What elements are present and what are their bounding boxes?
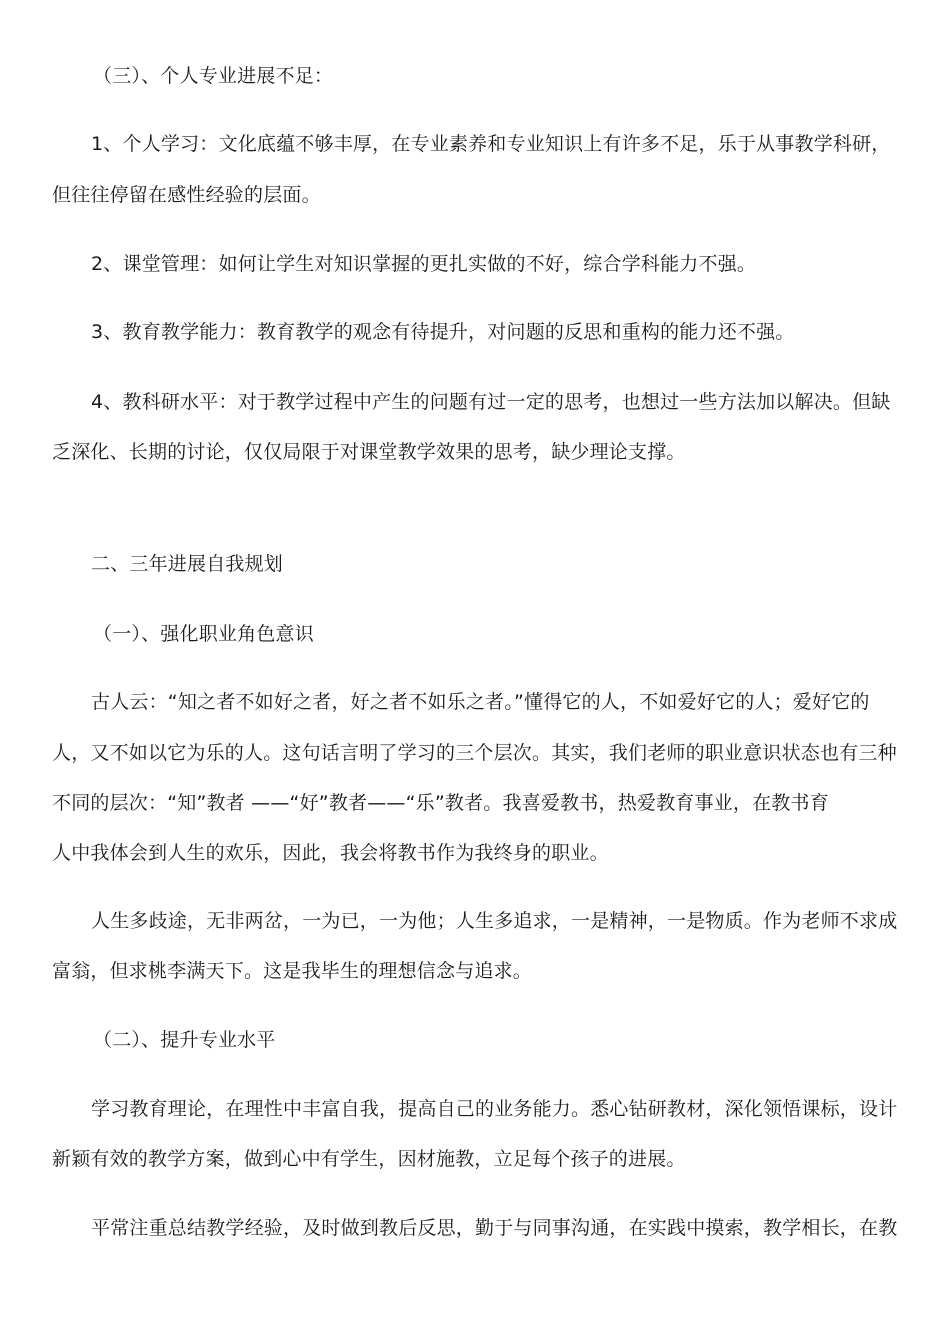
paragraph-line: 古人云：“知之者不如好之者，好之者不如乐之者。”懂得它的人，不如爱好它的人；爱好它的	[91, 691, 870, 713]
paragraph-line: 3、教育教学能力：教育教学的观念有待提升，对问题的反思和重构的能力还不强。	[91, 321, 795, 343]
paragraph-line: 新颖有效的教学方案，做到心中有学生，因材施教，立足每个孩子的进展。	[52, 1148, 686, 1170]
paragraph-line: 但往往停留在感性经验的层面。	[52, 184, 321, 206]
paragraph-line: 人，又不如以它为乐的人。这句话言明了学习的三个层次。其实，我们老师的职业意识状态也有三种	[52, 742, 897, 764]
paragraph-line: 人中我体会到人生的欢乐，因此，我会将教书作为我终身的职业。	[52, 842, 609, 864]
section-heading: 二、三年进展自我规划	[91, 553, 284, 575]
paragraph-line: 1、个人学习：文化底蕴不够丰厚，在专业素养和专业知识上有许多不足，乐于从事教学科研，	[91, 133, 891, 155]
paragraph-line: 富翁，但求桃李满天下。这是我毕生的理想信念与追求。	[52, 960, 533, 982]
paragraph-line: 学习教育理论，在理性中丰富自我，提高自己的业务能力。悉心钻研教材，深化领悟课标，设计	[91, 1098, 898, 1120]
paragraph-line: 不同的层次：“知”教者 ——“好”教者——“乐”教者。我喜爱教书，热爱教育事业，在教书育	[52, 792, 829, 814]
paragraph-line: 平常注重总结教学经验，及时做到教后反思，勤于与同事沟通，在实践中摸索，教学相长，在教	[91, 1217, 898, 1239]
section-heading: （二）、提升专业水平	[93, 1029, 276, 1051]
paragraph-line: 乏深化、长期的讨论，仅仅局限于对课堂教学效果的思考，缺少理论支撑。	[52, 441, 686, 463]
section-heading: （一）、强化职业角色意识	[93, 623, 314, 645]
paragraph-line: 4、教科研水平：对于教学过程中产生的问题有过一定的思考，也想过一些方法加以解决。但缺	[91, 391, 891, 413]
paragraph-line: 2、课堂管理：如何让学生对知识掌握的更扎实做的不好，综合学科能力不强。	[91, 253, 757, 275]
paragraph-line: 人生多歧途，无非两岔，一为已，一为他；人生多追求，一是精神，一是物质。作为老师不求成	[91, 910, 898, 932]
section-heading: （三）、个人专业进展不足：	[93, 65, 334, 87]
